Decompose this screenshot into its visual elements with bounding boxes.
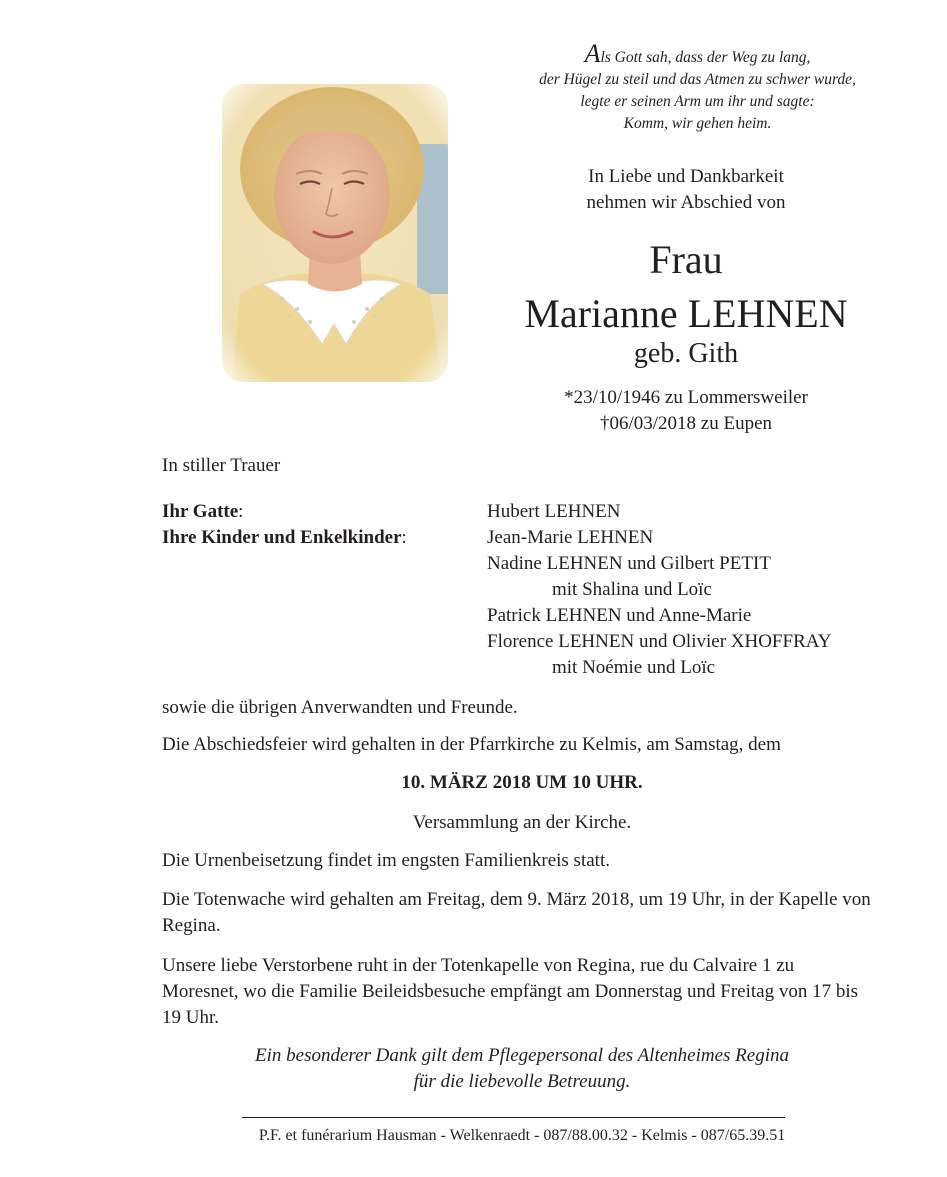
resting-place-paragraph: Unsere liebe Verstorbene ruht in der Totenkapelle von Regina, rue du Calvaire 1 zu Moresnet, wo die Familie Beileidsbesuche empfängt am Donnerstag und Freitag von 17 bis 19 Uhr. xyxy=(162,955,858,1028)
birth-date: *23/10/1946 zu Lommersweiler xyxy=(564,387,808,408)
life-dates xyxy=(505,385,867,437)
colon: : xyxy=(238,501,244,522)
family-row xyxy=(162,577,882,603)
mourning-line: In stiller Trauer xyxy=(162,455,281,476)
family-name: mit Noémie und Loïc xyxy=(552,657,716,678)
children-role-label: Ihre Kinder und Enkelkinder xyxy=(162,527,402,548)
maiden-name: geb. Gith xyxy=(633,338,739,369)
salutation: Frau xyxy=(649,237,723,282)
family-list xyxy=(162,499,882,681)
farewell-intro xyxy=(505,164,867,216)
ceremony-intro: Die Abschiedsfeier wird gehalten in der Pfarrkirche zu Kelmis, am Samstag, dem xyxy=(162,734,781,755)
family-name: Nadine LEHNEN und Gilbert PETIT xyxy=(487,553,771,574)
poem-line-1 xyxy=(505,39,890,69)
urn-burial-line: Die Urnenbeisetzung findet im engsten Familienkreis statt. xyxy=(162,850,610,871)
intro-line-2: nehmen wir Abschied von xyxy=(586,192,786,213)
poem-dropcap: A xyxy=(584,39,601,68)
children-role xyxy=(162,525,487,551)
family-name: Jean-Marie LEHNEN xyxy=(487,527,654,548)
family-name: Florence LEHNEN und Olivier XHOFFRAY xyxy=(487,631,832,652)
family-name: mit Shalina und Loïc xyxy=(552,579,712,600)
thanks-note xyxy=(162,1043,882,1095)
family-name: Hubert LEHNEN xyxy=(487,501,621,522)
family-name: Patrick LEHNEN und Anne-Marie xyxy=(487,605,752,626)
family-row xyxy=(162,525,882,551)
gathering-line: Versammlung an der Kirche. xyxy=(412,812,632,833)
thanks-line-1: Ein besonderer Dank gilt dem Pflegepersonal des Altenheimes Regina xyxy=(255,1045,789,1066)
footer-divider xyxy=(242,1117,785,1118)
spouse-role xyxy=(162,499,487,525)
colon: : xyxy=(401,527,407,548)
family-row xyxy=(162,629,882,655)
family-row xyxy=(162,499,882,525)
poem-line-3: legte er seinen Arm um ihr und sagte: xyxy=(580,93,815,110)
spouse-role-label: Ihr Gatte xyxy=(162,501,239,522)
thanks-line-2: für die liebevolle Betreuung. xyxy=(413,1071,631,1092)
poem-line-1-text: ls Gott sah, dass der Weg zu lang, xyxy=(600,49,811,66)
portrait-photo xyxy=(222,84,448,382)
wake-paragraph: Die Totenwache wird gehalten am Freitag, dem 9. März 2018, um 19 Uhr, in der Kapelle von Regina. xyxy=(162,889,871,936)
family-row xyxy=(162,655,882,681)
deceased-name: Marianne LEHNEN xyxy=(524,291,848,336)
family-row xyxy=(162,603,882,629)
death-date: †06/03/2018 zu Eupen xyxy=(599,413,773,434)
funeral-home-footer: P.F. et funérarium Hausman - Welkenraedt - 087/88.00.32 - Kelmis - 087/65.39.51 xyxy=(258,1127,786,1144)
relatives-line: sowie die übrigen Anverwandten und Freunde. xyxy=(162,697,518,718)
poem xyxy=(505,39,890,135)
ceremony-datetime: 10. MÄRZ 2018 UM 10 UHR. xyxy=(401,772,643,793)
poem-line-4: Komm, wir gehen heim. xyxy=(623,115,772,132)
poem-line-2: der Hügel zu steil und das Atmen zu schwer wurde, xyxy=(539,71,856,88)
intro-line-1: In Liebe und Dankbarkeit xyxy=(588,166,784,187)
portrait-illustration xyxy=(222,84,448,382)
family-row xyxy=(162,551,882,577)
